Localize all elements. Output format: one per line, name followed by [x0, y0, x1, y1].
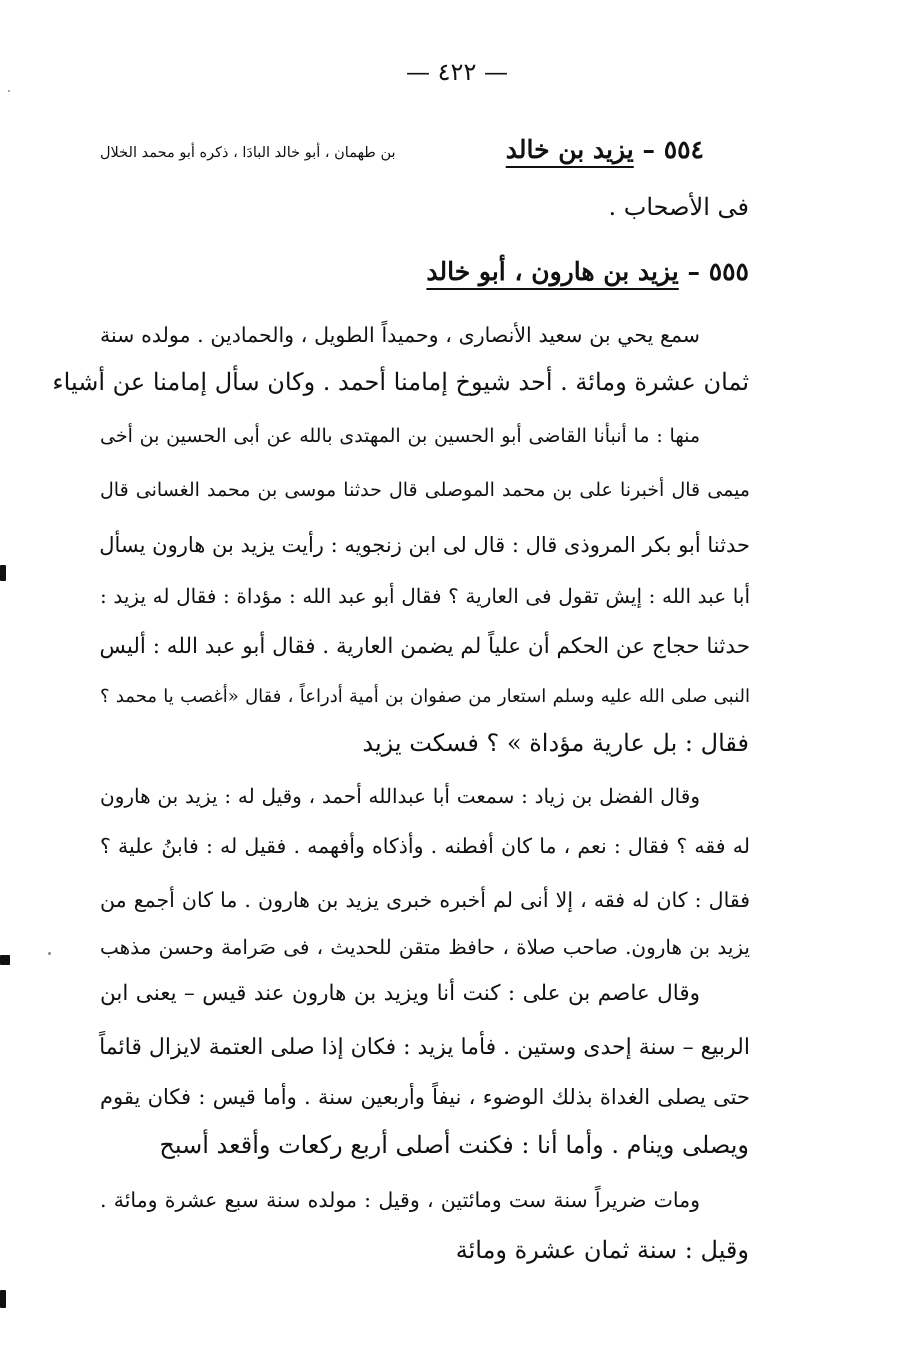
paragraph-3-line-2: له فقه ؟ فقال : نعم ، ما كان أفطنه . وأذكاه وأفهمه . فقيل له : فابنُ علية ؟ [100, 834, 750, 858]
entry-554-name: يزيد بن خالد [505, 135, 634, 164]
paragraph-3-line-4: يزيد بن هارون. صاحب صلاة ، حافظ متقن للحديث ، فى صَرامة وحسن مذهب [100, 935, 750, 959]
scan-speck [48, 952, 51, 955]
entry-555-name: يزيد بن هارون ، أبو خالد [426, 257, 679, 286]
scan-mark-left-2 [0, 955, 10, 965]
paragraph-3-line-3: فقال : كان له فقه ، إلا أنى لم أخبره خبرى يزيد بن هارون . ما كان أجمع من [100, 888, 750, 912]
paragraph-1-line-1: سمع يحي بن سعيد الأنصارى ، وحميداً الطويل ، والحمادين . مولده سنة [100, 323, 700, 347]
paragraph-2-line-3: حدثنا أبو بكر المروذى قال : قال لى ابن زنجويه : رأيت يزيد بن هارون يسأل [99, 533, 750, 557]
paragraph-2-line-4: أبا عبد الله : إيش تقول فى العارية ؟ فقال أبو عبد الله : مؤداة : فقال له يزيد : [100, 584, 750, 608]
paragraph-5-line-2: وقيل : سنة ثمان عشرة ومائة [455, 1236, 749, 1264]
paragraph-5-line-1: ومات ضريراً سنة ست ومائتين ، وقيل : مولده سنة سبع عشرة ومائة . [100, 1188, 700, 1212]
paragraph-2-line-2: ميمى قال أخبرنا على بن محمد الموصلى قال حدثنا موسى بن محمد الغسانى قال [100, 479, 750, 501]
scan-speck [8, 90, 10, 92]
paragraph-2-line-7: فقال : بل عارية مؤداة » ؟ فسكت يزيد [362, 729, 749, 757]
scan-mark-left-3 [0, 1290, 6, 1308]
paragraph-2-line-5: حدثنا حجاج عن الحكم أن علياً لم يضمن العارية . فقال أبو عبد الله : أليس [99, 634, 750, 659]
paragraph-4-line-3: حتى يصلى الغداة بذلك الوضوء ، نيفاً وأربعين سنة . وأما قيس : فكان يقوم [100, 1085, 750, 1109]
paragraph-4-line-2: الربيع – سنة إحدى وستين . فأما يزيد : فكان إذا صلى العتمة لايزال قائماً [99, 1035, 750, 1060]
entry-555-number: ٥٥٥ – [687, 257, 749, 286]
paragraph-2-line-1: منها : ما أنبأنا القاضى أبو الحسين بن المهتدى بالله عن أبى الحسين بن أخى [100, 425, 700, 447]
entry-555-heading [426, 252, 749, 292]
paragraph-3-line-1: وقال الفضل بن زياد : سمعت أبا عبدالله أحمد ، وقيل له : يزيد بن هارون [100, 784, 700, 808]
entry-554-heading [506, 130, 704, 170]
paragraph-4-line-1: وقال عاصم بن على : كنت أنا ويزيد بن هارون عند قيس – يعنى ابن [100, 981, 700, 1006]
entry-554-line-1: بن طهمان ، أبو خالد البادَا ، ذكره أبو محمد الخلال [100, 145, 396, 161]
scan-mark-left-1 [0, 565, 6, 581]
page-number: — ٤٢٢ — [406, 58, 508, 86]
paragraph-4-line-4: ويصلى وينام . وأما أنا : فكنت أصلى أربع ركعات وأقعد أسبح [159, 1131, 749, 1159]
paragraph-1-line-2: ثمان عشرة ومائة . أحد شيوخ إمامنا أحمد . وكان سأل إمامنا عن أشياء [52, 368, 749, 396]
entry-554-number: ٥٥٤ – [642, 135, 704, 164]
entry-554-line-2: فى الأصحاب . [608, 193, 749, 221]
paragraph-2-line-6: النبى صلى الله عليه وسلم استعار من صفوان بن أمية أدراعاً ، فقال «أغصب يا محمد ؟ [100, 686, 750, 707]
